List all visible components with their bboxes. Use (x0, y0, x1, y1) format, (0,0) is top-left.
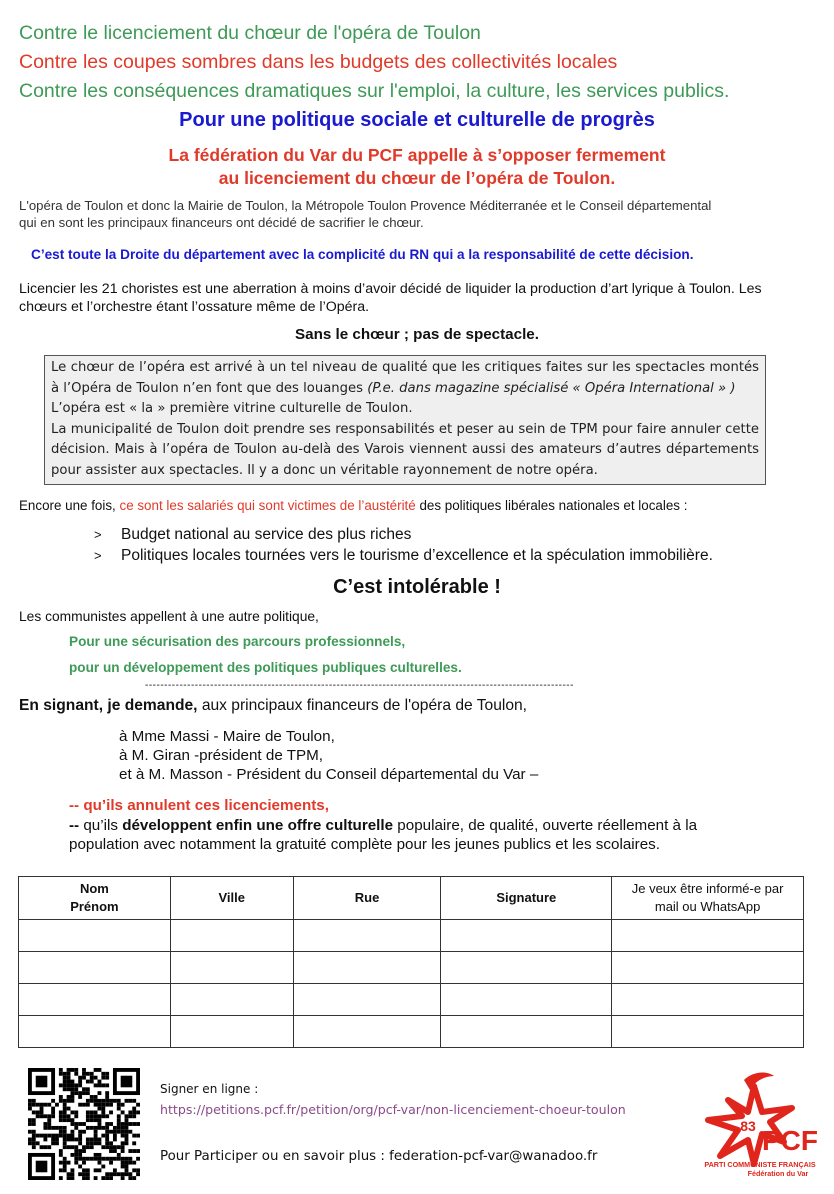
municipality-paragraph: La municipalité de Toulon doit prendre ses responsabilités et peser au sein de TPM pour faire annuler cette décision. Mais à l’opéra de Toulon au-delà des Varois viennent aussi des amateurs d’autres départements pour assister aux spectacles. Il y a donc un véritable rayonnement de notre opéra. (51, 421, 759, 478)
bullet-item (94, 524, 713, 545)
bullet-text: Politiques locales tournées vers le tourisme d’excellence et la spéculation immobilière. (121, 547, 713, 564)
cell-rue[interactable] (293, 920, 441, 952)
demand-bold: développent enfin une offre culturelle (122, 817, 394, 834)
pcf-logo (700, 1068, 820, 1180)
cell-rue[interactable] (293, 952, 441, 984)
cell-nom[interactable] (19, 984, 171, 1016)
demand-cancel: -- qu’ils annulent ces licenciements, (69, 797, 329, 814)
header-prenom: Prénom (70, 899, 119, 914)
table-header-row (19, 877, 804, 920)
paragraph-choristes-line-1: Licencier les 21 choristes est une aberration à moins d’avoir décidé de liquider la production d’art lyrique à Toulon. Les (19, 281, 762, 297)
table-row (19, 1016, 804, 1048)
signing-rest: aux principaux financeurs de l'opéra de Toulon, (197, 697, 528, 714)
cell-nom[interactable] (19, 1016, 171, 1048)
demand-culture-line-2: population avec notamment la gratuité complète pour les jeunes publics et les scolaires. (69, 836, 660, 853)
intolerable-heading: C’est intolérable ! (333, 576, 501, 598)
cell-info[interactable] (612, 984, 804, 1016)
headline-consequences: Contre les conséquences dramatiques sur l'emploi, la culture, les services publics. (19, 80, 730, 102)
no-show-heading: Sans le chœur ; pas de spectacle. (295, 326, 539, 343)
logo-line-2: Fédération du Var (747, 1169, 809, 1178)
header-nom-prenom (19, 877, 171, 920)
cell-nom[interactable] (19, 952, 171, 984)
cell-ville[interactable] (170, 1016, 293, 1048)
recipient-department: et à M. Masson - Président du Conseil départemental du Var – (119, 766, 539, 783)
appeal-line-2: au licenciement du chœur de l’opéra de Toulon. (218, 168, 616, 188)
cell-info[interactable] (612, 920, 804, 952)
cell-info[interactable] (612, 952, 804, 984)
table-row (19, 952, 804, 984)
bullet-text: Budget national au service des plus riches (121, 526, 412, 543)
contact-line: Pour Participer ou en savoir plus : federation-pcf-var@wanadoo.fr (160, 1149, 598, 1164)
demand-culture-line-1 (69, 816, 813, 835)
quality-box (44, 355, 766, 485)
signing-bold: En signant, je demande, (19, 697, 198, 714)
blame-statement: C’est toute la Droite du département avec la complicité du RN qui a la responsabilité de cette décision. (31, 247, 694, 262)
paragraph-choristes-line-2: chœurs et l’orchestre étant l’ossature même de l’Opéra. (19, 299, 370, 315)
austerity-highlight: ce sont les salariés qui sont victimes de l’austérité (119, 498, 416, 513)
header-nom: Nom (79, 881, 109, 896)
austerity-after: des politiques libérales nationales et locales : (415, 498, 688, 513)
qr-code-icon (28, 1068, 140, 1180)
cell-signature[interactable] (441, 1016, 612, 1048)
table-row (19, 984, 804, 1016)
logo-number: 83 (740, 1118, 756, 1134)
demand-text-a: qu’ils (79, 817, 123, 834)
slogan: Pour une politique sociale et culturelle de progrès (179, 109, 655, 131)
recipient-tpm: à M. Giran -président de TPM, (119, 747, 323, 764)
header-ville: Ville (170, 877, 293, 920)
communists-call: Les communistes appellent à une autre politique, (19, 609, 319, 624)
demand-text-b: populaire, de qualité, ouverte réellement à la (393, 817, 698, 834)
austerity-before: Encore une fois, (19, 498, 120, 513)
petition-link[interactable]: https://petitions.pcf.fr/petition/org/pcf-var/non-licenciement-choeur-toulon (160, 1102, 626, 1117)
cell-signature[interactable] (441, 952, 612, 984)
logo-line-1: PARTI COMMUNISTE FRANÇAIS (704, 1160, 816, 1169)
cell-rue[interactable] (293, 1016, 441, 1048)
table-row (19, 920, 804, 952)
header-info-line-2: mail ou WhatsApp (654, 899, 761, 914)
cell-nom[interactable] (19, 920, 171, 952)
cell-ville[interactable] (170, 920, 293, 952)
header-signature: Signature (441, 877, 612, 920)
intro-line-2: qui en sont les principaux financeurs ont décidé de sacrifier le chœur. (19, 215, 424, 230)
showcase-paragraph: L’opéra est « la » première vitrine culturelle de Toulon. (51, 401, 413, 416)
header-info (612, 877, 804, 920)
quality-paragraph (51, 358, 759, 399)
cell-rue[interactable] (293, 984, 441, 1016)
bullet-list (94, 524, 713, 566)
green-line-2: pour un développement des politiques publiques culturelles. (69, 660, 462, 675)
online-label: Signer en ligne : (160, 1082, 259, 1096)
pcf-star-icon (700, 1068, 820, 1180)
cell-info[interactable] (612, 1016, 804, 1048)
signature-table (18, 876, 804, 1048)
cell-ville[interactable] (170, 952, 293, 984)
quality-text: Le chœur de l’opéra est arrivé à un tel niveau de qualité que les critiques faites sur les spectacles montés à l’Opéra de Toulon n’en font que des louanges (51, 360, 759, 396)
divider: ---------------------------------------------------------------------------------------------------------------- (145, 680, 574, 691)
demand-culture (69, 816, 813, 854)
headline-choir: Contre le licenciement du chœur de l'opéra de Toulon (19, 22, 481, 44)
logo-name: PCF (762, 1125, 818, 1156)
header-info-line-1: Je veux être informé-e par (631, 881, 784, 896)
demand-dash: -- (69, 817, 80, 834)
recipient-list (119, 727, 538, 784)
cell-signature[interactable] (441, 984, 612, 1016)
appeal-line-1: La fédération du Var du PCF appelle à s’opposer fermement (168, 145, 666, 165)
intro-line-1: L'opéra de Toulon et donc la Mairie de Toulon, la Métropole Toulon Provence Méditerranée et le Conseil départemental (19, 198, 712, 213)
bullet-marker: > (94, 527, 102, 542)
green-line-1: Pour une sécurisation des parcours professionnels, (69, 634, 406, 649)
qr-code[interactable] (28, 1068, 140, 1185)
magazine-reference: (P.e. dans magazine spécialisé « Opéra International » ) (367, 380, 736, 396)
cell-ville[interactable] (170, 984, 293, 1016)
header-rue: Rue (293, 877, 441, 920)
bullet-item (94, 545, 713, 566)
recipient-mayor: à Mme Massi - Maire de Toulon, (119, 728, 335, 745)
austerity-sentence (19, 497, 687, 515)
bullet-marker: > (94, 548, 102, 563)
signing-sentence (19, 695, 527, 716)
headline-budget-cuts: Contre les coupes sombres dans les budgets des collectivités locales (19, 51, 618, 73)
cell-signature[interactable] (441, 920, 612, 952)
